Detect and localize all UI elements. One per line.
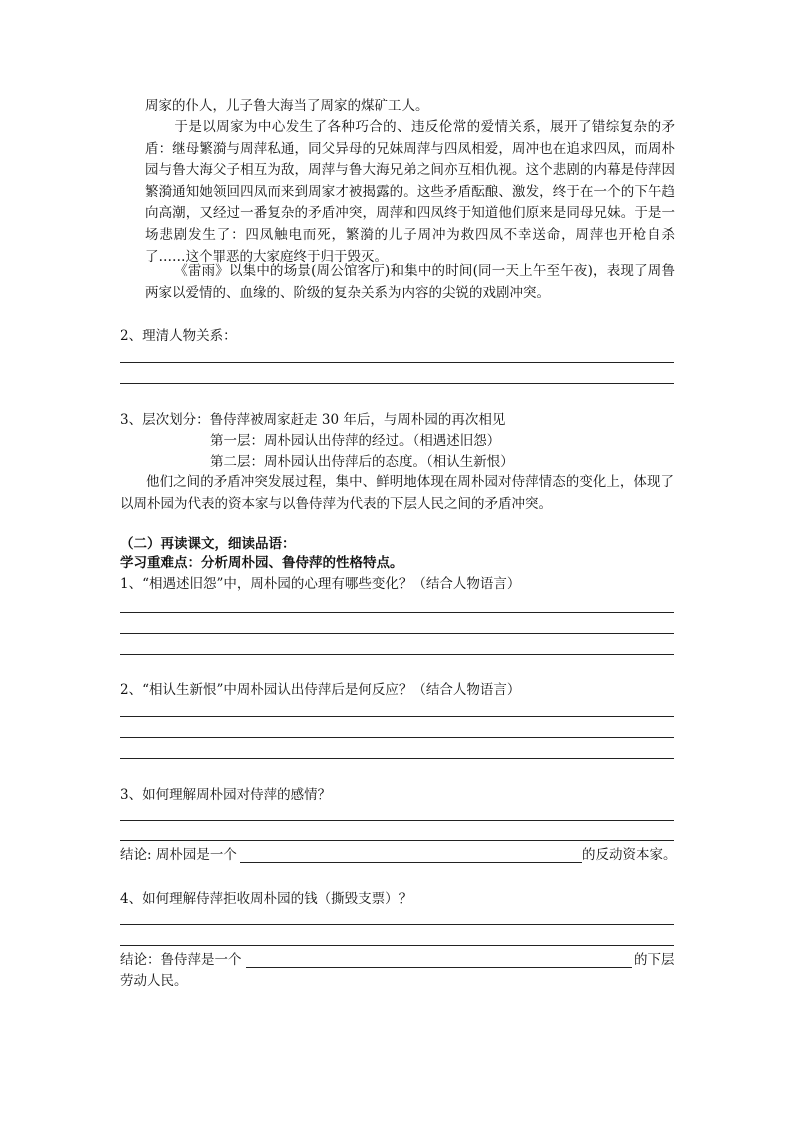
answer-line bbox=[120, 383, 674, 384]
conclusion-1-suffix: 的反动资本家。 bbox=[582, 847, 677, 863]
question-4: 4、如何理解侍萍拒收周朴园的钱（撕毁支票）？ bbox=[120, 891, 413, 907]
question-2: 2、“相认生新恨”中周朴园认出侍萍后是何反应？（结合人物语言） bbox=[120, 682, 521, 698]
answer-line bbox=[120, 716, 674, 717]
answer-line bbox=[120, 840, 674, 841]
conclusion-1-prefix: 结论: 周朴园是一个 bbox=[120, 847, 237, 863]
answer-line bbox=[120, 820, 674, 821]
answer-line bbox=[120, 612, 674, 613]
learning-focus: 学习重难点：分析周朴园、鲁侍萍的性格特点。 bbox=[120, 555, 404, 571]
answer-line bbox=[120, 945, 674, 946]
conclusion-2-blank[interactable] bbox=[246, 967, 632, 968]
answer-line bbox=[120, 633, 674, 634]
intro-paragraph-1: 于是以周家为中心发生了各种巧合的、违反伦常的爱情关系，展开了错综复杂的矛盾：继母繁漪与周萍私通，同父异母的兄妹周萍与四凤相爱，周冲也在追求四凤，而周朴园与鲁大海父子相互为敌，周萍与鲁大海兄弟之间亦互相仇视。这个悲剧的内幕是侍萍因繁漪通知她领回四凤而来到周家才被揭露的。这些矛盾酝酿、激发，终于在一个的下午趋向高潮，又经过一番复杂的矛盾冲突，周萍和四凤终于知道他们原来是同母兄妹。于是一场悲剧发生了：四凤触电而死，繁漪的儿子周冲为救四凤不幸送命，周萍也开枪自杀了……这个罪恶的大家庭终于归于毁灭。 bbox=[145, 119, 675, 265]
conclusion-2-tail: 劳动人民。 bbox=[120, 973, 188, 989]
intro-paragraph-2: 《雷雨》以集中的场景(周公馆客厅)和集中的时间(同一天上午至午夜)，表现了周鲁两家以爱情的、血缘的、阶级的复杂关系为内容的尖锐的戏剧冲突。 bbox=[145, 263, 675, 301]
answer-line bbox=[120, 654, 674, 655]
section-3-title: 3、层次划分：鲁侍萍被周家赶走 30 年后，与周朴园的再次相见 bbox=[120, 412, 506, 428]
part-2-heading: （二）再读课文，细读品语： bbox=[120, 536, 296, 552]
question-3: 3、如何理解周朴园对侍萍的感情？ bbox=[120, 787, 332, 803]
intro-line: 周家的仆人，儿子鲁大海当了周家的煤矿工人。 bbox=[145, 98, 429, 114]
layer-1: 第一层：周朴园认出侍萍的经过。（相遇述旧怨） bbox=[210, 433, 501, 449]
conclusion-2-suffix: 的下层 bbox=[634, 952, 675, 968]
answer-line bbox=[120, 924, 674, 925]
answer-line bbox=[120, 362, 674, 363]
answer-line bbox=[120, 737, 674, 738]
layer-2: 第二层：周朴园认出侍萍后的态度。（相认生新恨） bbox=[210, 454, 514, 470]
section-2-title: 2、理清人物关系： bbox=[120, 328, 237, 344]
conclusion-1-blank[interactable] bbox=[240, 862, 582, 863]
answer-line bbox=[120, 758, 674, 759]
question-1: 1、“相遇述旧怨”中，周朴园的心理有哪些变化？（结合人物语言） bbox=[120, 576, 521, 592]
conclusion-2-prefix: 结论：鲁侍萍是一个 bbox=[120, 952, 242, 968]
section-3-summary: 他们之间的矛盾冲突发展过程，集中、鲜明地体现在周朴园对侍萍情态的变化上，体现了以周朴园为代表的资本家与以鲁侍萍为代表的下层人民之间的矛盾冲突。 bbox=[120, 474, 674, 512]
